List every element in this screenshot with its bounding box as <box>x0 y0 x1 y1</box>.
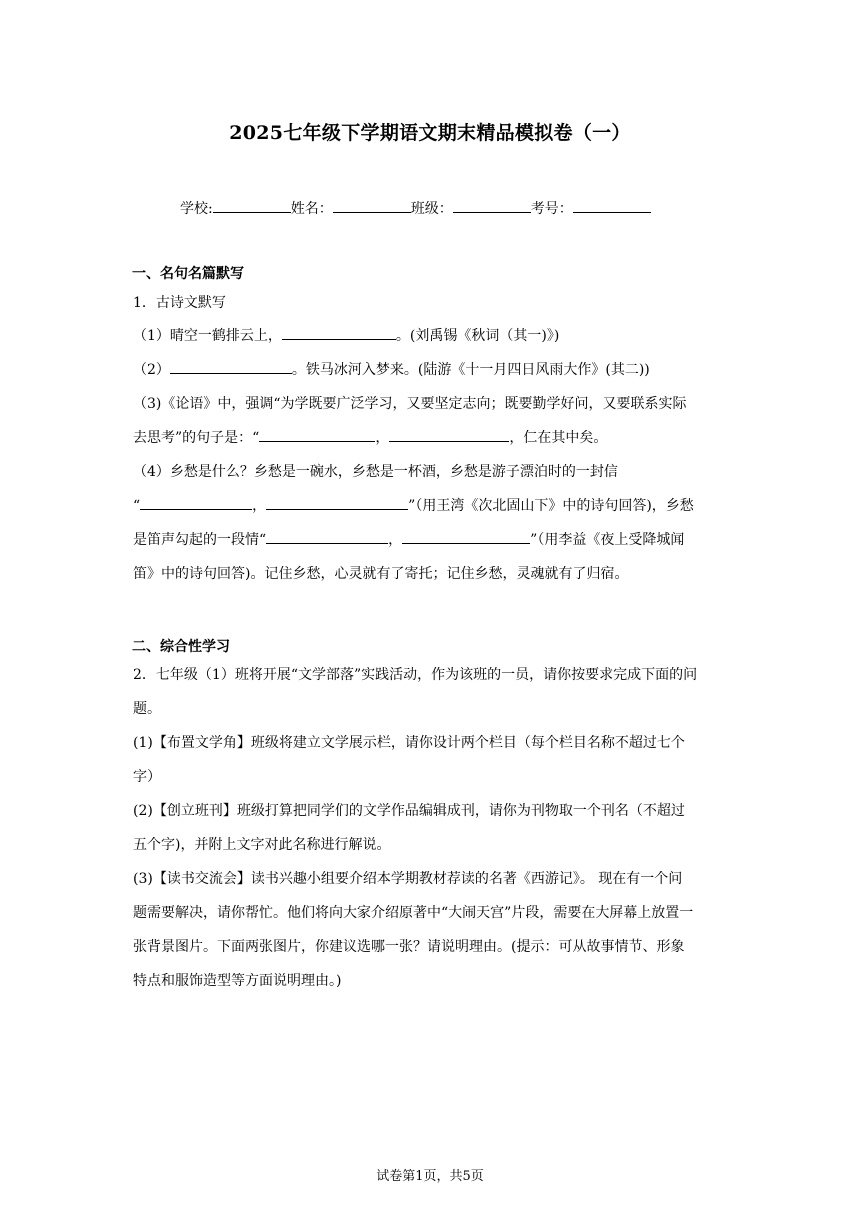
section-2-heading: 二、综合性学习 <box>132 639 230 655</box>
question-1-item-4-line-3: 是笛声勾起的一段情“ ， ”（用李益《夜上受降城闻 <box>133 529 684 549</box>
page-footer: 试卷第1页，共5页 <box>376 1169 484 1184</box>
class-label: 班级： <box>410 201 453 217</box>
question-1-item-4-line-2: “ ， ”（用王湾《次北固山下》中的诗句回答)，乡愁 <box>133 495 694 515</box>
class-blank[interactable] <box>453 198 531 213</box>
school-label: 学校: <box>180 201 213 217</box>
question-1-heading: 1．古诗文默写 <box>133 295 226 311</box>
answer-blank[interactable] <box>402 529 530 544</box>
question-1-item-3-line-2: 去思考”的句子是：“ ， ，仁在其中矣。 <box>133 427 607 447</box>
question-1-item-4-line-1: （4）乡愁是什么？乡愁是一碗水，乡愁是一杯酒，乡愁是游子漂泊时的一封信 <box>133 464 618 480</box>
question-2-part-2-line-2: 五个字)，并附上文字对此名称进行解说。 <box>133 837 391 853</box>
answer-blank[interactable] <box>259 427 375 442</box>
school-blank[interactable] <box>213 198 291 213</box>
question-1-item-1: （1）晴空一鹤排云上， 。(刘禹锡《秋词（其一)》) <box>133 325 559 345</box>
question-2-part-2-line-1: (2)【创立班刊】班级打算把同学们的文学作品编辑成刊，请你为刊物取一个刊名（不超过 <box>133 803 685 819</box>
name-blank[interactable] <box>333 198 411 213</box>
exam-no-label: 考号： <box>530 201 573 217</box>
student-info-line <box>180 198 651 218</box>
question-2-line-1: 2．七年级（1）班将开展“文学部落”实践活动，作为该班的一员，请你按要求完成下面的问 <box>133 667 698 683</box>
question-2-part-1-line-2: 字） <box>133 769 161 785</box>
question-1-item-3-line-1: （3)《论语》中，强调“为学既要广泛学习，又要坚定志向；既要勤学好问，又要联系实际 <box>133 396 687 412</box>
exam-title: 2025七年级下学期语文期末精品模拟卷（一） <box>229 122 631 144</box>
section-1-heading: 一、名句名篇默写 <box>132 266 244 282</box>
question-2-part-3-line-3: 张背景图片。下面两张图片，你建议选哪一张？请说明理由。(提示：可从故事情节、形象 <box>133 939 685 955</box>
exam-no-blank[interactable] <box>573 198 651 213</box>
answer-blank[interactable] <box>170 359 292 374</box>
answer-blank[interactable] <box>282 325 396 340</box>
question-2-part-3-line-4: 特点和服饰造型等方面说明理由。) <box>133 973 342 989</box>
question-1-item-2: （2） 。铁马冰河入梦来。(陆游《十一月四日风雨大作》(其二)) <box>133 359 650 379</box>
question-2-part-3-line-1: (3)【读书交流会】读书兴趣小组要介绍本学期教材荐读的名著《西游记》。 现在有一个问 <box>133 871 683 887</box>
answer-blank[interactable] <box>266 529 388 544</box>
answer-blank[interactable] <box>389 427 509 442</box>
answer-blank[interactable] <box>266 495 408 510</box>
question-2-part-1-line-1: (1)【布置文学角】班级将建立文学展示栏，请你设计两个栏目（每个栏目名称不超过七个 <box>133 735 685 751</box>
question-1-item-4-line-4: 笛》中的诗句回答)。记住乡愁，心灵就有了寄托；记住乡愁，灵魂就有了归宿。 <box>133 566 629 582</box>
question-2-line-2: 题。 <box>133 701 161 717</box>
question-2-part-3-line-2: 题需要解决，请你帮忙。他们将向大家介绍原著中“大闹天宫”片段，需要在大屏幕上放置一 <box>133 905 694 921</box>
name-label: 姓名： <box>290 201 333 217</box>
answer-blank[interactable] <box>140 495 252 510</box>
